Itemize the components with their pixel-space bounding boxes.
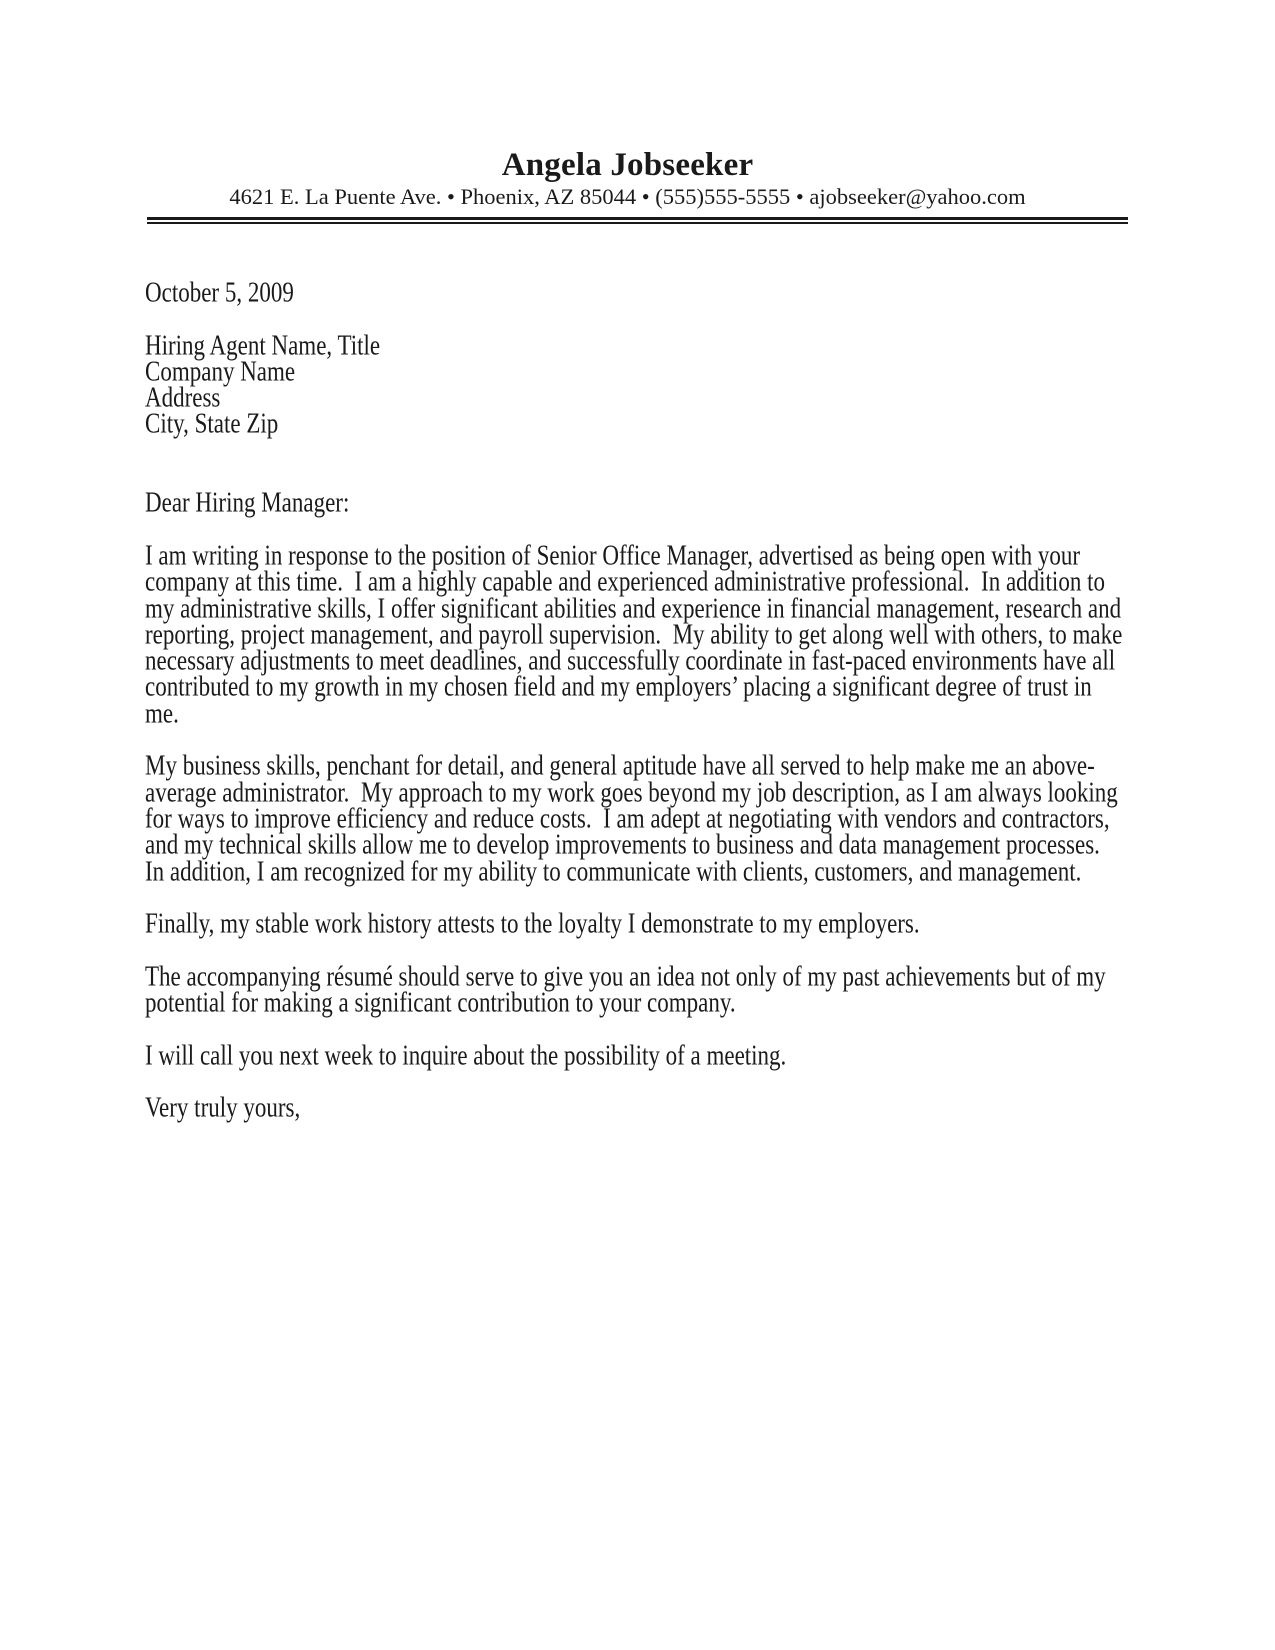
paragraph-line: In addition, I am recognized for my ability to communicate with clients, customers, and management. — [145, 854, 1082, 887]
paragraph — [145, 539, 1150, 729]
letterhead-contact-line: 4621 E. La Puente Ave. • Phoenix, AZ 85044 • (555)555-5555 • ajobseeker@yahoo.com — [229, 184, 1026, 209]
letterhead — [145, 146, 1110, 210]
paragraph — [145, 907, 1150, 939]
recipient-line: City, State Zip — [145, 407, 279, 440]
letter-body — [145, 276, 1150, 1123]
letterhead-name: Angela Jobseeker — [501, 147, 754, 183]
paragraph-line: My business skills, penchant for detail, and general aptitude have all served to help make me an above- — [145, 749, 1095, 782]
paragraph — [145, 749, 1150, 887]
paragraph-line: company at this time. I am a highly capable and experienced administrative professional. In addition to — [145, 565, 1105, 598]
recipient-line: Company Name — [145, 355, 296, 387]
paragraph-line: contributed to my growth in my chosen field and my employers’ placing a significant degree of trust in — [145, 670, 1092, 703]
paragraph-line: me. — [145, 696, 179, 729]
paragraph-line: The accompanying résumé should serve to give you an idea not only of my past achievements but of my — [145, 959, 1106, 992]
paragraph — [145, 959, 1150, 1018]
paragraph-line: my administrative skills, I offer significant abilities and experience in financial management, research and — [145, 591, 1122, 624]
recipient-line: Hiring Agent Name, Title — [145, 328, 381, 361]
paragraph-line: for ways to improve efficiency and reduce costs. I am adept at negotiating with vendors and contractors, — [145, 802, 1110, 834]
paragraph-line: potential for making a significant contribution to your company. — [145, 986, 736, 1018]
paragraph-line: reporting, project management, and payroll supervision. My ability to get along well with others, to make — [145, 618, 1123, 650]
paragraph — [145, 1038, 1150, 1071]
recipient-line: Address — [145, 381, 221, 413]
salutation: Dear Hiring Manager: — [145, 486, 350, 519]
paragraph-line: I will call you next week to inquire about the possibility of a meeting. — [145, 1038, 787, 1071]
recipient-address-block — [145, 328, 1150, 440]
paragraph-line: and my technical skills allow me to develop improvements to business and data management processes. — [145, 828, 1100, 860]
letterhead-divider-rule — [147, 217, 1128, 224]
letter-paragraphs — [145, 539, 1150, 1071]
paragraph-line: necessary adjustments to meet deadlines, and successfully coordinate in fast-paced environments have all — [145, 644, 1116, 676]
paragraph-line: I am writing in response to the position of Senior Office Manager, advertised as being open with your — [145, 539, 1081, 571]
letter-date: October 5, 2009 — [145, 276, 294, 308]
paragraph-line: average administrator. My approach to my work goes beyond my job description, as I am always looking — [145, 775, 1118, 808]
closing-valediction: Very truly yours, — [145, 1091, 301, 1123]
paragraph-line: Finally, my stable work history attests to the loyalty I demonstrate to my employers. — [145, 907, 920, 939]
